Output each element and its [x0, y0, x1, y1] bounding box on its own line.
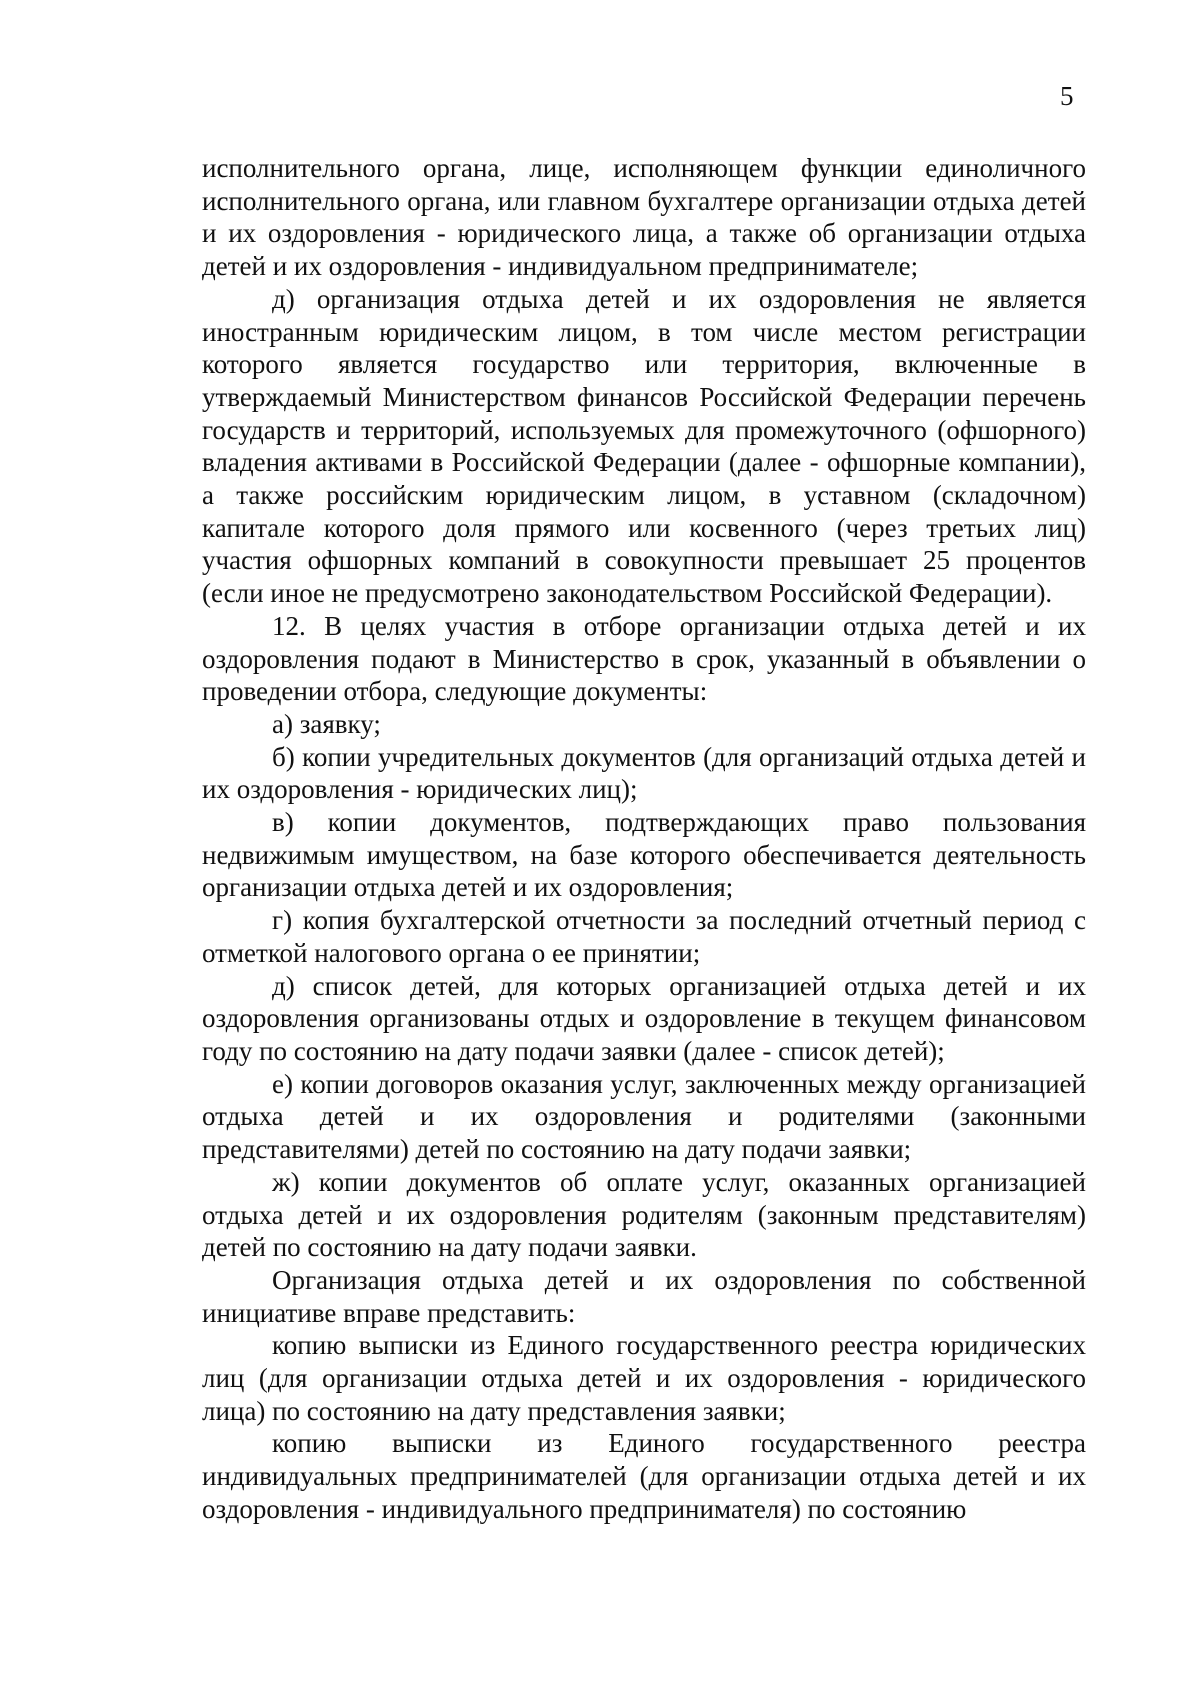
- paragraph-egrip-extract: копию выписки из Единого государственного реестра индивидуальных предпринимателей (для организации отдыха детей и их оздоровления - индивидуального предпринимателя) по состоянию: [202, 1428, 1086, 1524]
- paragraph-12-e-service-contracts: е) копии договоров оказания услуг, заключенных между организацией отдыха детей и их оздоровления и родителями (законными представителями) детей по состоянию на дату подачи заявки;: [202, 1068, 1086, 1165]
- paragraph-continuation: исполнительного органа, лице, исполняющем функции единоличного исполнительного органа, или главном бухгалтере организации отдыха детей и их оздоровления - юридического лица, а также об организации отдыха детей и их оздоровления - индивидуальном предпринимателе;: [202, 153, 1086, 282]
- paragraph-12-v-property-rights: в) копии документов, подтверждающих право пользования недвижимым имуществом, на базе которого обеспечивается деятельность организации отдыха детей и их оздоровления;: [202, 807, 1086, 903]
- document-body: [202, 152, 1086, 1526]
- paragraph-clause-12: 12. В целях участия в отборе организации отдыха детей и их оздоровления подают в Министерство в срок, указанный в объявлении о проведении отбора, следующие документы:: [202, 610, 1086, 707]
- paragraph-item-d-offshore: д) организация отдыха детей и их оздоровления не является иностранным юридическим лицом, в том числе местом регистрации которого является государство или территория, включенные в утверждаемый Министерством финансов Российской Федерации перечень государств и территорий, используемых для промежуточного (офшорного) владения активами в Российской Федерации (далее - офшорные компании), а также российским юридическим лицом, в уставном (складочном) капитале которого доля прямого или косвенного (через третьих лиц) участия офшорных компаний в совокупности превышает 25 процентов (если иное не предусмотрено законодательством Российской Федерации).: [202, 283, 1086, 609]
- paragraph-12-zh-payment-documents: ж) копии документов об оплате услуг, оказанных организацией отдыха детей и их оздоровления родителям (законным представителям) детей по состоянию на дату подачи заявки.: [202, 1166, 1086, 1263]
- paragraph-own-initiative: Организация отдыха детей и их оздоровления по собственной инициативе вправе представить:: [202, 1264, 1086, 1328]
- paragraph-12-d-children-list: д) список детей, для которых организацией отдыха детей и их оздоровления организованы отдых и оздоровление в текущем финансовом году по состоянию на дату подачи заявки (далее - список детей);: [202, 970, 1086, 1066]
- paragraph-12-a-application: а) заявку;: [272, 708, 381, 739]
- paragraph-egrul-extract: копию выписки из Единого государственного реестра юридических лиц (для организации отдыха детей и их оздоровления - юридического лица) по состоянию на дату представления заявки;: [202, 1330, 1086, 1426]
- paragraph-12-b-founding-documents: б) копии учредительных документов (для организаций отдыха детей и их оздоровления - юридических лиц);: [202, 741, 1086, 805]
- paragraph-12-g-accounting-report: г) копия бухгалтерской отчетности за последний отчетный период с отметкой налогового органа о ее принятии;: [202, 905, 1086, 968]
- page-number: 5: [1060, 81, 1074, 111]
